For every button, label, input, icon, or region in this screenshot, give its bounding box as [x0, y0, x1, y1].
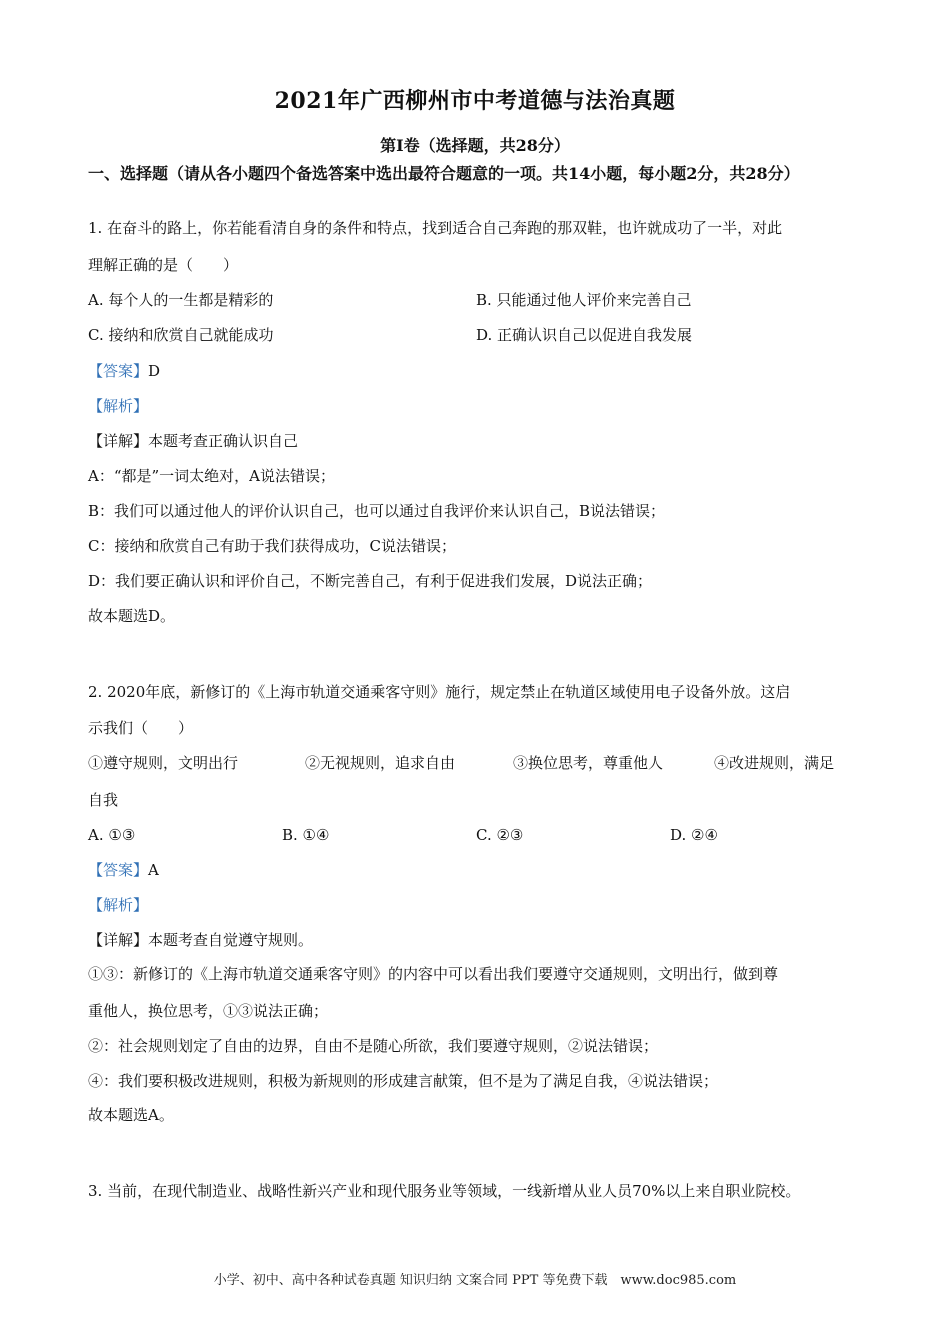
q2-item-3: ③换位思考，尊重他人 — [513, 754, 664, 772]
q1-analysis-tag: 【解析】 — [88, 397, 149, 415]
q2-stem-line2: 示我们（ ） — [88, 719, 194, 737]
q1-option-b: B. 只能通过他人评价来完善自己 — [476, 291, 692, 309]
q1-answer — [88, 361, 878, 381]
page-footer: 小学、初中、高中各种试卷真题 知识归纳 文案合同 PPT 等免费下载 www.doc985.com — [213, 1273, 737, 1288]
q2-conclusion: 故本题选A。 — [88, 1106, 174, 1124]
q2-detail: 【详解】本题考查自觉遵守规则。 — [88, 931, 314, 949]
q2-explain-2: ②：社会规则划定了自由的边界，自由不是随心所欲，我们要遵守规则，②说法错误； — [88, 1037, 659, 1055]
q2-option-a: A. ①③ — [88, 826, 136, 844]
page-title: 2021年广西柳州市中考道德与法治真题 — [274, 88, 676, 114]
q1-detail: 【详解】本题考查正确认识自己 — [88, 432, 299, 450]
q1-stem-line2: 理解正确的是（ ） — [88, 256, 239, 274]
answer-tag: 【答案】 — [88, 362, 149, 380]
q1-option-d: D. 正确认识自己以促进自我发展 — [476, 326, 693, 344]
q2-item-1: ①遵守规则，文明出行 — [88, 754, 239, 772]
q1-explain-d: D：我们要正确认识和评价自己，不断完善自己，有利于促进我们发展，D说法正确； — [88, 572, 653, 590]
q1-option-a: A. 每个人的一生都是精彩的 — [88, 291, 274, 309]
q2-item-4-cont: 自我 — [88, 791, 119, 809]
q1-answer-value: D — [148, 362, 161, 380]
page-subtitle: 第Ⅰ卷（选择题，共28分） — [380, 136, 570, 155]
section-heading: 一、选择题（请从各小题四个备选答案中选出最符合题意的一项。共14小题，每小题2分，共28分） — [88, 164, 800, 183]
q1-explain-a: A：“都是”一词太绝对，A说法错误； — [88, 467, 336, 485]
q1-explain-c: C：接纳和欣赏自己有助于我们获得成功，C说法错误； — [88, 537, 456, 555]
q2-answer — [88, 860, 878, 880]
q2-answer-value: A — [148, 861, 159, 879]
q2-explain-13-line2: 重他人，换位思考，①③说法正确； — [88, 1002, 329, 1020]
answer-tag: 【答案】 — [88, 861, 149, 879]
q3-stem-line1: 3. 当前，在现代制造业、战略性新兴产业和现代服务业等领域，一线新增从业人员70%以上来自职业院校。 — [88, 1182, 801, 1200]
q2-analysis-tag: 【解析】 — [88, 896, 149, 914]
q2-explain-13-line1: ①③：新修订的《上海市轨道交通乘客守则》的内容中可以看出我们要遵守交通规则，文明出行，做到尊 — [88, 965, 779, 983]
q2-item-4: ④改进规则，满足 — [714, 754, 835, 772]
q1-stem-line1: 1. 在奋斗的路上，你若能看清自身的条件和特点，找到适合自己奔跑的那双鞋，也许就成功了一半，对此 — [88, 219, 783, 237]
q2-explain-4: ④：我们要积极改进规则，积极为新规则的形成建言献策，但不是为了满足自我，④说法错误； — [88, 1072, 719, 1090]
q1-conclusion: 故本题选D。 — [88, 607, 176, 625]
q2-item-2: ②无视规则，追求自由 — [305, 754, 456, 772]
q1-option-c: C. 接纳和欣赏自己就能成功 — [88, 326, 274, 344]
q2-stem-line1: 2. 2020年底，新修订的《上海市轨道交通乘客守则》施行，规定禁止在轨道区域使用电子设备外放。这启 — [88, 683, 791, 701]
q2-option-b: B. ①④ — [282, 826, 330, 844]
q1-explain-b: B：我们可以通过他人的评价认识自己，也可以通过自我评价来认识自己，B说法错误； — [88, 502, 666, 520]
q2-option-d: D. ②④ — [670, 826, 718, 844]
q2-option-c: C. ②③ — [476, 826, 524, 844]
